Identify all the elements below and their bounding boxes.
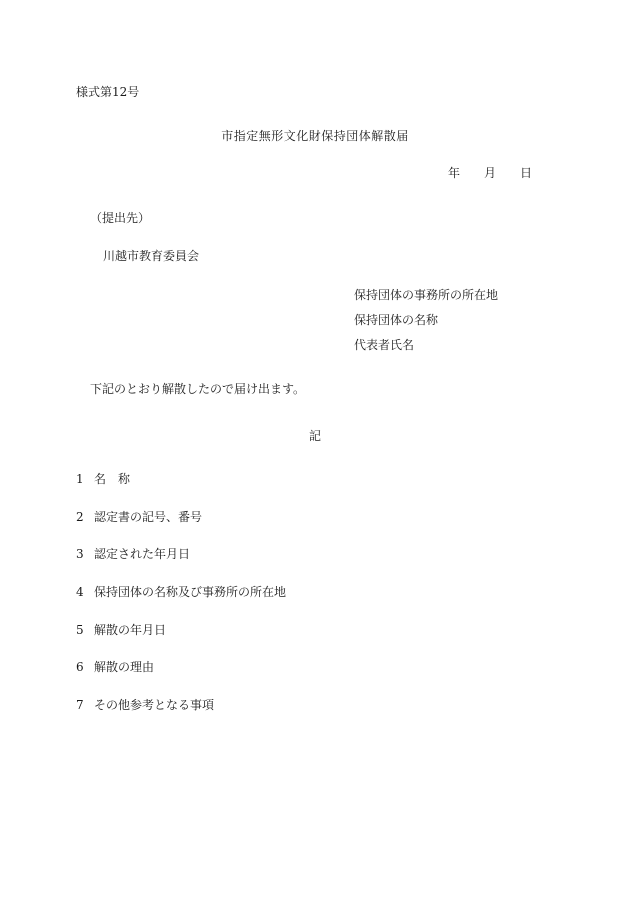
date-month-label: 月 [484, 166, 497, 180]
list-item [76, 548, 190, 560]
item-number: 3 [76, 547, 84, 561]
item-number: 4 [76, 585, 84, 599]
recipient-label: （提出先） [90, 211, 151, 225]
date-day-label: 日 [520, 166, 533, 180]
item-number: 2 [76, 510, 84, 524]
applicant-group-name-label: 保持団体の名称 [354, 313, 439, 327]
applicant-representative-label: 代表者氏名 [354, 338, 415, 352]
list-item [76, 586, 286, 598]
ki-heading: 記 [308, 429, 321, 443]
item-number: 1 [76, 472, 84, 486]
list-item [76, 661, 154, 673]
applicant-office-address-label: 保持団体の事務所の所在地 [354, 288, 499, 302]
item-label: 解散の理由 [94, 660, 155, 674]
item-number: 7 [76, 698, 84, 712]
list-item [76, 511, 202, 523]
intro-text: 下記のとおり解散したので届け出ます。 [90, 382, 306, 396]
item-label: その他参考となる事項 [94, 698, 215, 712]
item-label: 名 称 [94, 472, 131, 486]
item-number: 5 [76, 623, 84, 637]
list-item [76, 699, 214, 711]
item-label: 認定された年月日 [94, 547, 191, 561]
item-number: 6 [76, 660, 84, 674]
form-number: 様式第12号 [76, 85, 140, 99]
item-label: 保持団体の名称及び事務所の所在地 [94, 585, 287, 599]
item-label: 認定書の記号、番号 [94, 510, 203, 524]
recipient-name: 川越市教育委員会 [103, 249, 200, 263]
document-title: 市指定無形文化財保持団体解散届 [221, 129, 409, 143]
item-label: 解散の年月日 [94, 623, 167, 637]
date-year-label: 年 [448, 166, 461, 180]
list-item [76, 624, 166, 636]
date-line [448, 167, 532, 179]
list-item [76, 473, 130, 485]
